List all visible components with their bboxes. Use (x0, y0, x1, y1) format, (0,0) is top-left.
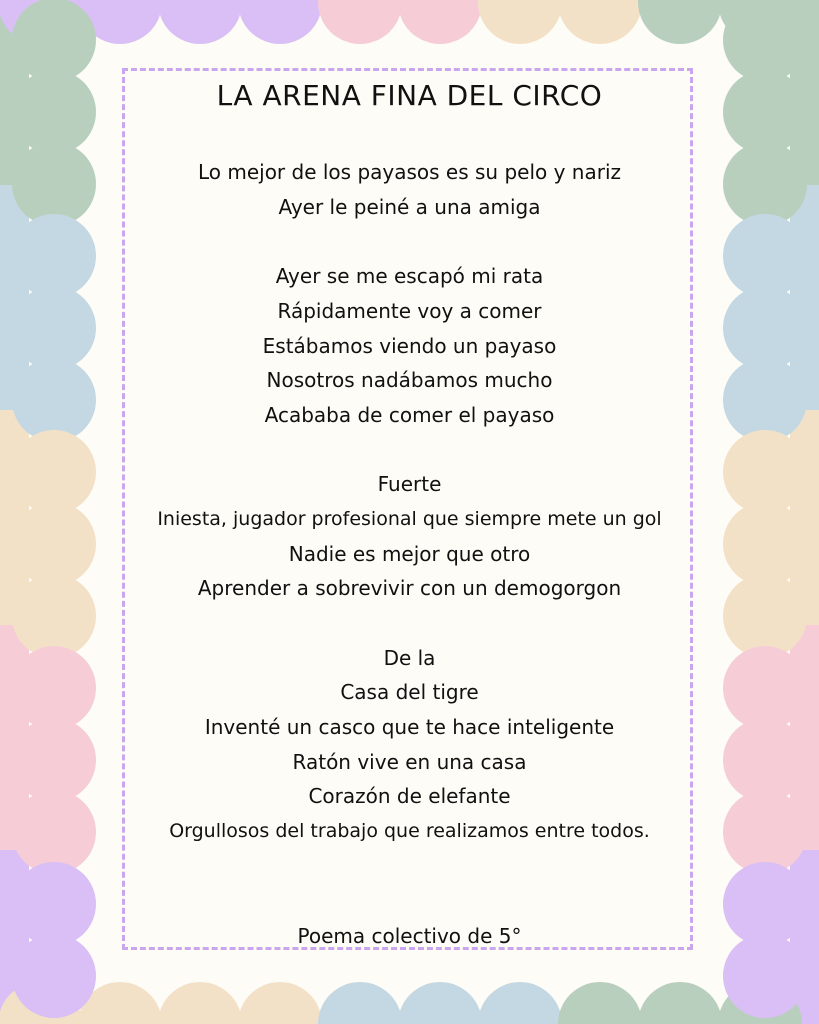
poem-line-5: Estábamos viendo un payaso (262, 334, 557, 358)
poem-line-6: Nosotros nadábamos mucho (266, 368, 553, 392)
poem-line-15: Ratón vive en una casa (292, 750, 527, 774)
poem-line-17: Orgullosos del trabajo que realizamos entre todos. (169, 820, 650, 842)
poem-title: LA ARENA FINA DEL CIRCO (216, 79, 603, 112)
poem-content (60, 0, 759, 1024)
poem-line-3: Ayer se me escapó mi rata (275, 264, 544, 288)
poem-line-14: Inventé un casco que te hace inteligente (204, 715, 615, 739)
poem-line-4: Rápidamente voy a comer (277, 299, 542, 323)
poem-line-1: Lo mejor de los payasos es su pelo y nariz (197, 160, 622, 184)
poem-line-11: Aprender a sobrevivir con un demogorgon (197, 576, 622, 600)
poem-line-10: Nadie es mejor que otro (288, 542, 531, 566)
poem-line-2: Ayer le peiné a una amiga (278, 195, 541, 219)
poem-line-9: Iniesta, jugador profesional que siempre mete un gol (157, 508, 662, 530)
poem-line-16: Corazón de elefante (308, 784, 511, 808)
poem-line-13: Casa del tigre (340, 680, 479, 704)
poem-line-12: De la (383, 646, 436, 670)
poem-line-8: Fuerte (377, 472, 442, 496)
poem-line-7: Acababa de comer el payaso (264, 403, 555, 427)
poem-signature: Poema colectivo de 5° (297, 924, 522, 948)
